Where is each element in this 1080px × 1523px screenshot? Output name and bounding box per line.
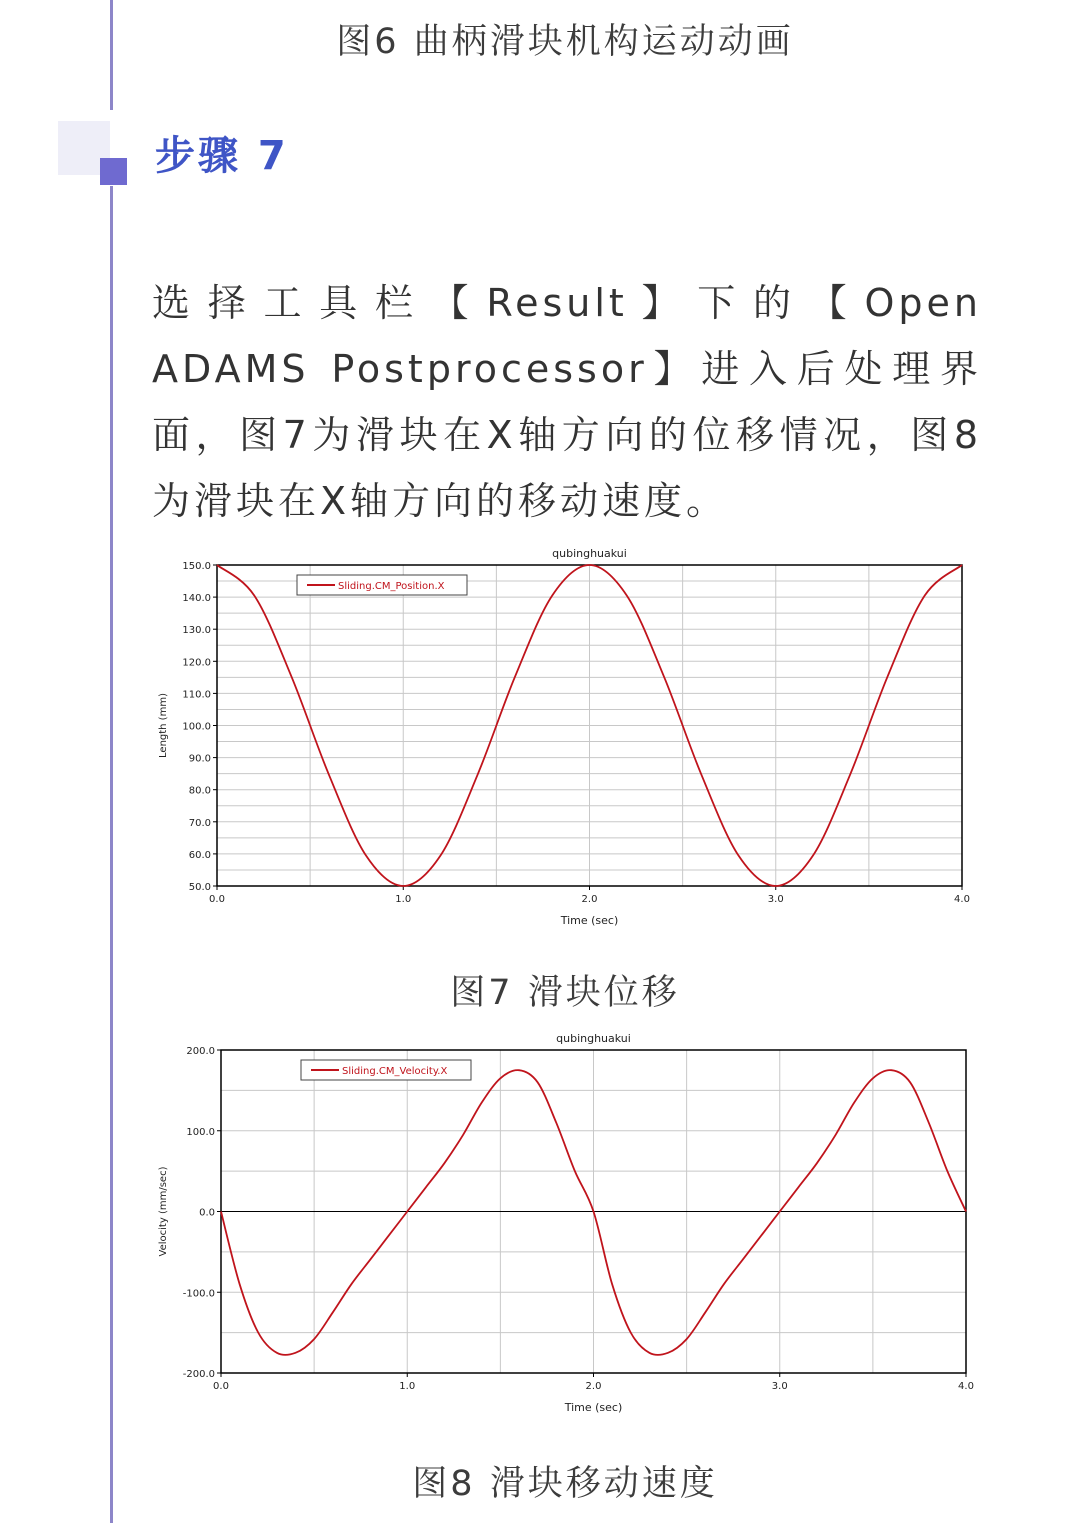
velocity-x-tick-label: 2.0 bbox=[585, 1381, 602, 1392]
velocity-legend-label: Sliding.CM_Velocity.X bbox=[342, 1066, 448, 1077]
position-y-tick-label: 70.0 bbox=[188, 817, 211, 829]
position-y-tick-label: 110.0 bbox=[182, 689, 211, 701]
figure7-caption: 图7 滑块位移 bbox=[450, 973, 680, 1013]
position-x-tick-label: 1.0 bbox=[395, 894, 412, 905]
step-paragraph: 选择工具栏【Result】下的【Open ADAMS Postprocessor】进入后处理界面，图7为滑块在X轴方向的位移情况，图8为滑块在X轴方向的移动速度。 bbox=[152, 281, 982, 523]
position-y-tick-label: 60.0 bbox=[188, 849, 211, 861]
velocity-x-tick-label: 4.0 bbox=[958, 1381, 974, 1392]
position-y-axis-label: Length (mm) bbox=[158, 693, 169, 758]
position-y-tick-label: 150.0 bbox=[182, 561, 211, 572]
velocity-y-tick-label: -200.0 bbox=[182, 1369, 215, 1380]
position-y-tick-label: 90.0 bbox=[188, 753, 211, 765]
position-title: qubinghuakui bbox=[552, 547, 627, 560]
velocity-x-tick-label: 0.0 bbox=[213, 1381, 229, 1392]
left-rail bbox=[110, 186, 113, 1523]
position-x-tick-label: 3.0 bbox=[767, 894, 784, 905]
velocity-y-tick-label: 100.0 bbox=[186, 1126, 215, 1138]
velocity-x-tick-label: 1.0 bbox=[399, 1381, 416, 1392]
position-y-tick-label: 80.0 bbox=[188, 785, 211, 797]
figure6-caption: 图6 曲柄滑块机构运动动画 bbox=[336, 22, 794, 62]
figure8-caption: 图8 滑块移动速度 bbox=[412, 1464, 718, 1504]
velocity-chart bbox=[150, 1025, 990, 1425]
velocity-x-axis-label: Time (sec) bbox=[564, 1401, 623, 1414]
position-x-tick-label: 4.0 bbox=[954, 894, 970, 905]
step-header-marker bbox=[100, 158, 127, 185]
position-y-tick-label: 140.0 bbox=[182, 593, 211, 605]
position-x-tick-label: 0.0 bbox=[209, 894, 225, 905]
velocity-y-tick-label: 200.0 bbox=[186, 1046, 215, 1057]
velocity-y-axis-label: Velocity (mm/sec) bbox=[158, 1166, 169, 1257]
position-legend-label: Sliding.CM_Position.X bbox=[338, 581, 445, 592]
velocity-y-tick-label: 0.0 bbox=[199, 1207, 215, 1219]
position-x-axis-label: Time (sec) bbox=[560, 914, 619, 927]
velocity-y-tick-label: -100.0 bbox=[182, 1288, 215, 1300]
position-y-tick-label: 100.0 bbox=[182, 721, 211, 733]
velocity-x-tick-label: 3.0 bbox=[771, 1381, 788, 1392]
step-title: 步骤 7 bbox=[155, 133, 289, 179]
position-x-tick-label: 2.0 bbox=[581, 894, 598, 905]
position-y-tick-label: 130.0 bbox=[182, 625, 211, 637]
velocity-title: qubinghuakui bbox=[556, 1032, 631, 1045]
position-y-tick-label: 120.0 bbox=[182, 657, 211, 669]
position-chart bbox=[150, 540, 990, 940]
position-y-tick-label: 50.0 bbox=[188, 882, 211, 893]
